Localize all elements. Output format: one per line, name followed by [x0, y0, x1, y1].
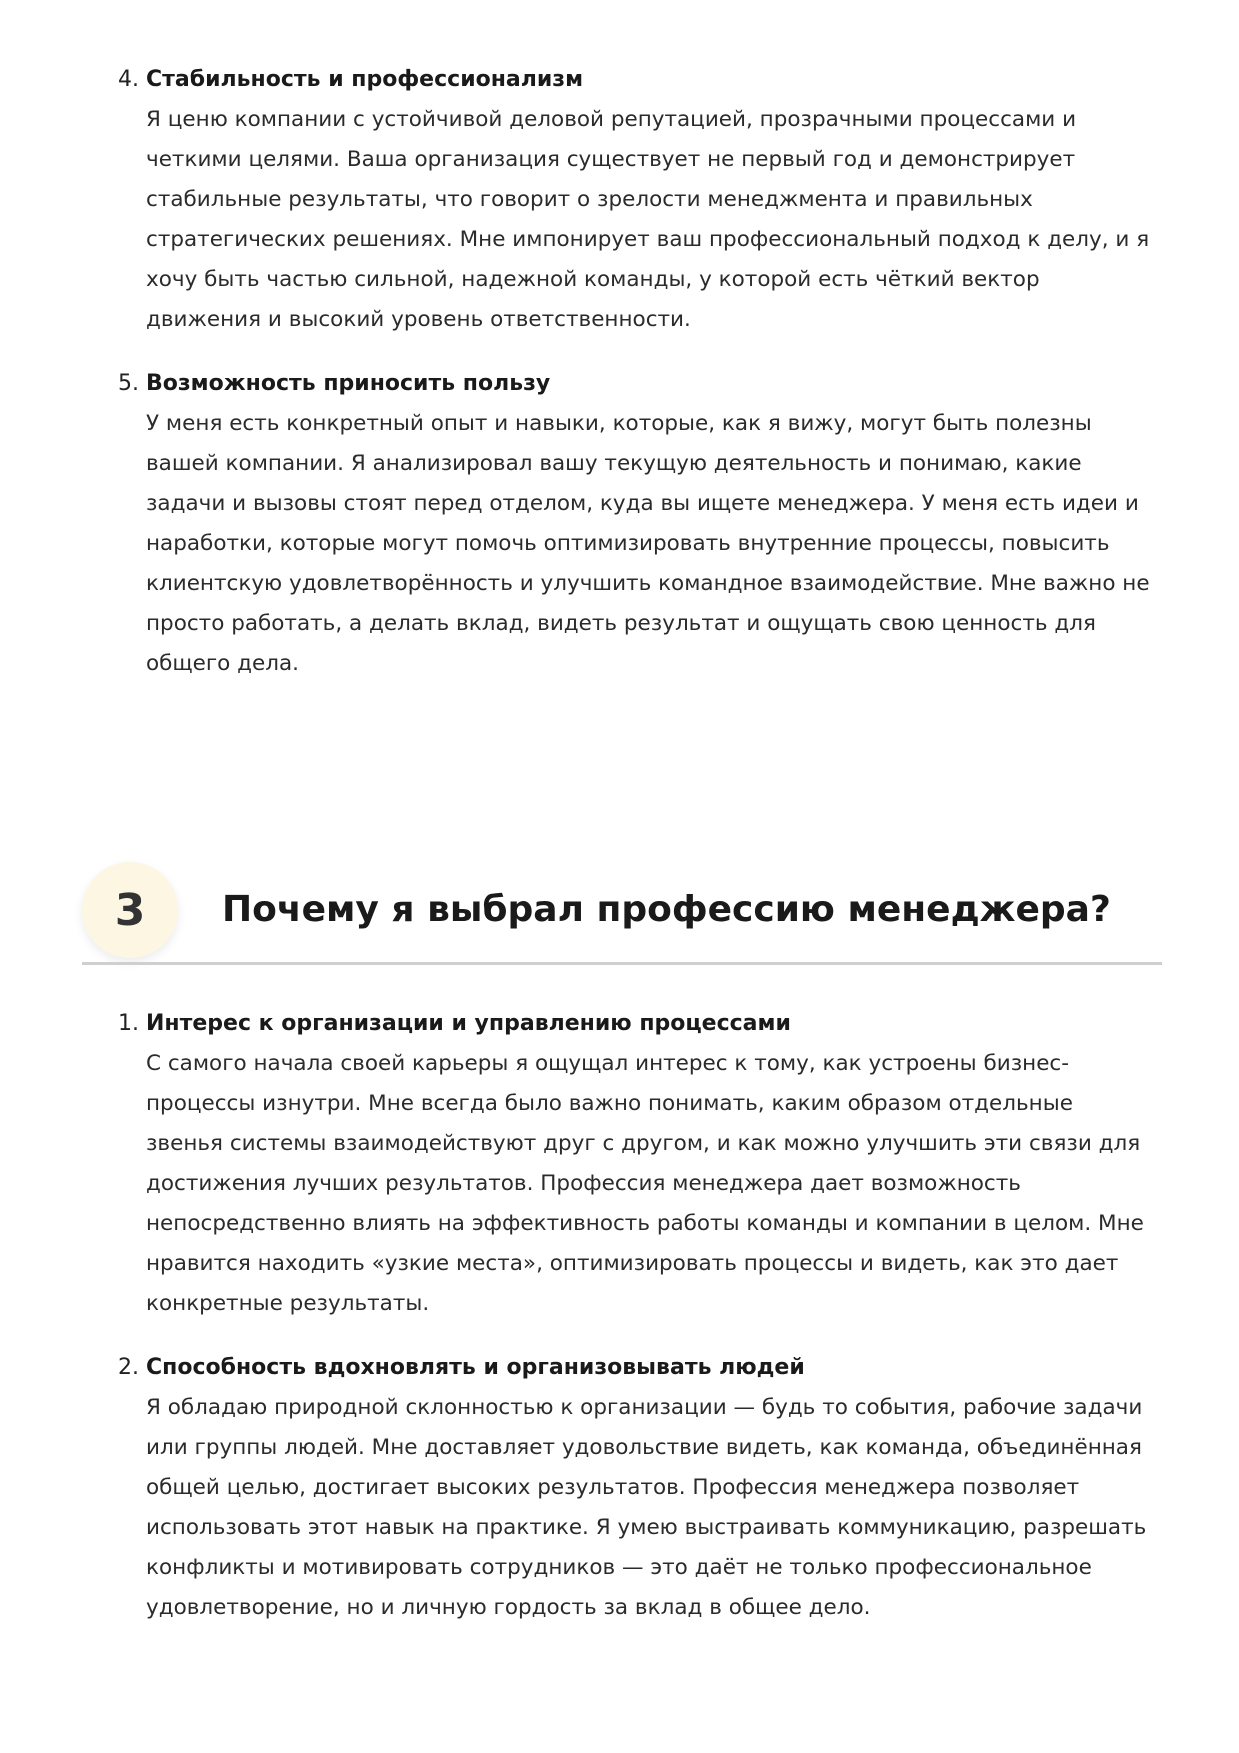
- section-divider: [82, 962, 1162, 965]
- section-title: Почему я выбрал профессию менеджера?: [222, 889, 1111, 930]
- item-title: Возможность приносить пользу: [146, 371, 551, 396]
- list-item: [0, 60, 1239, 340]
- item-number: 2.: [118, 1355, 139, 1380]
- list-item: [0, 364, 1239, 684]
- list-item: [0, 1004, 1239, 1324]
- item-body: С самого начала своей карьеры я ощущал интерес к тому, как устроены бизнес-процессы изнутри. Мне всегда было важно понимать, каким образом отдельные звенья системы взаимодействуют друг с другом, и как можно улучшить эти связи для достижения лучших результатов. Профессия менеджера дает возможность непосредственно влиять на эффективность работы команды и компании в целом. Мне нравится находить «узкие места», оптимизировать процессы и видеть, как это дает конкретные результаты.: [146, 1051, 1144, 1316]
- item-body: У меня есть конкретный опыт и навыки, которые, как я вижу, могут быть полезны вашей компании. Я анализировал вашу текущую деятельность и понимаю, какие задачи и вызовы стоят перед отделом, куда вы ищете менеджера. У меня есть идеи и наработки, которые могут помочь оптимизировать внутренние процессы, повысить клиентскую удовлетворённость и улучшить командное взаимодействие. Мне важно не просто работать, а делать вклад, видеть результат и ощущать свою ценность для общего дела.: [146, 411, 1150, 676]
- item-number: 1.: [118, 1011, 139, 1036]
- item-body: Я обладаю природной склонностью к организации — будь то события, рабочие задачи или группы людей. Мне доставляет удовольствие видеть, как команда, объединённая общей целью, достигает высоких результатов. Профессия менеджера позволяет использовать этот навык на практике. Я умею выстраивать коммуникацию, разрешать конфликты и мотивировать сотрудников — это даёт не только профессиональное удовлетворение, но и личную гордость за вклад в общее дело.: [146, 1395, 1147, 1620]
- list-item: [0, 1348, 1239, 1628]
- item-title: Стабильность и профессионализм: [146, 67, 584, 92]
- item-title: Интерес к организации и управлению процессами: [146, 1011, 791, 1036]
- profession-reasons-list: [0, 1004, 1239, 1652]
- item-number: 5.: [118, 371, 139, 396]
- item-title: Способность вдохновлять и организовывать людей: [146, 1355, 805, 1380]
- section-number-badge: 3: [82, 862, 178, 958]
- reasons-list-continued: [0, 60, 1239, 708]
- section-header: [82, 862, 1162, 966]
- item-body: Я ценю компании с устойчивой деловой репутацией, прозрачными процессами и четкими целями. Ваша организация существует не первый год и демонстрирует стабильные результаты, что говорит о зрелости менеджмента и правильных стратегических решениях. Мне импонирует ваш профессиональный подход к делу, и я хочу быть частью сильной, надежной команды, у которой есть чёткий вектор движения и высокий уровень ответственности.: [146, 107, 1150, 332]
- item-number: 4.: [118, 67, 139, 92]
